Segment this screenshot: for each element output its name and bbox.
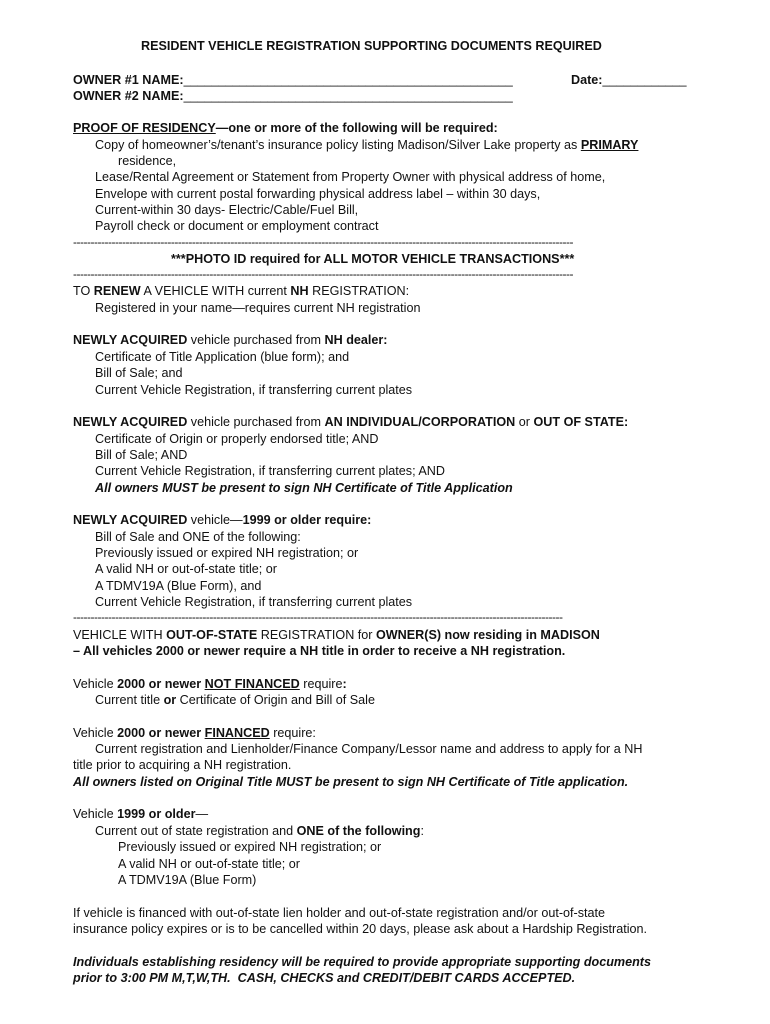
notfinanced-item-a: Current title	[95, 693, 164, 707]
residency-item: Current-within 30 days- Electric/Cable/Fuel Bill,	[95, 203, 359, 217]
financed-p3: FINANCED	[204, 726, 270, 740]
dealer-item: Bill of Sale; and	[95, 366, 183, 380]
date-label: Date:	[571, 73, 603, 87]
oos-heading	[73, 627, 600, 643]
residency-heading-title: PROOF OF RESIDENCY	[73, 121, 216, 135]
notfinanced-p4: require	[299, 677, 343, 691]
older-p3: 1999 or older require:	[242, 513, 372, 527]
renew-p3: A VEHICLE WITH current	[140, 284, 291, 298]
divider: -----------------------------------------------------------------------------------------------------------------------------------------------	[73, 269, 573, 279]
divider: --------------------------------------------------------------------------------------------------------------------------------------------	[73, 612, 563, 622]
dealer-item: Certificate of Title Application (blue form); and	[95, 350, 350, 364]
individual-item: Bill of Sale; AND	[95, 448, 188, 462]
dealer-p3: NH dealer:	[324, 333, 388, 347]
older-heading	[73, 512, 371, 528]
dealer-heading	[73, 332, 388, 348]
individual-heading	[73, 414, 628, 430]
residency-item	[95, 137, 638, 153]
renew-heading	[73, 283, 409, 299]
residency-item1-primary: PRIMARY	[580, 138, 639, 152]
dealer-item: Current Vehicle Registration, if transferring current plates	[95, 383, 413, 397]
individual-p5: OUT OF STATE:	[533, 415, 629, 429]
old1999-item-a: Current out of state registration and	[95, 824, 297, 838]
renew-p4: NH	[290, 284, 309, 298]
individual-note: All owners MUST be present to sign NH Certificate of Title Application	[95, 481, 513, 495]
owner2-blank[interactable]: _______________________________________________	[183, 89, 513, 103]
individual-p3: AN INDIVIDUAL/CORPORATION	[324, 415, 516, 429]
old1999-item	[95, 823, 424, 839]
financed-item-cont: title prior to acquiring a NH registration.	[73, 758, 292, 772]
date-field[interactable]	[571, 72, 687, 88]
closing-note: Individuals establishing residency will be required to provide appropriate supporting documents	[73, 955, 652, 969]
oos-p4: OWNER(S) now residing in MADISON	[375, 628, 600, 642]
financed-p2: 2000 or newer	[117, 726, 205, 740]
older-item: A valid NH or out-of-state title; or	[95, 562, 277, 576]
individual-p4: or	[515, 415, 534, 429]
renew-p2: RENEW	[93, 284, 141, 298]
old1999-subitem: Previously issued or expired NH registration; or	[118, 840, 382, 854]
oos-p3: REGISTRATION for	[257, 628, 376, 642]
divider: -----------------------------------------------------------------------------------------------------------------------------------------------	[73, 237, 573, 247]
individual-item: Certificate of Origin or properly endorsed title; AND	[95, 432, 379, 446]
residency-item: Payroll check or document or employment contract	[95, 219, 379, 233]
residency-item: Envelope with current postal forwarding physical address label – within 30 days,	[95, 187, 541, 201]
residency-item: Lease/Rental Agreement or Statement from Property Owner with physical address of home,	[95, 170, 606, 184]
older-item: Bill of Sale and ONE of the following:	[95, 530, 301, 544]
older-item: A TDMV19A (Blue Form), and	[95, 579, 262, 593]
notfinanced-p1: Vehicle	[73, 677, 118, 691]
financed-p4: require:	[269, 726, 316, 740]
owner1-blank[interactable]: _______________________________________________	[183, 73, 513, 87]
older-item: Previously issued or expired NH registration; or	[95, 546, 359, 560]
notfinanced-heading	[73, 676, 347, 692]
owner1-field[interactable]	[73, 72, 513, 88]
oos-p2: OUT-OF-STATE	[166, 628, 258, 642]
oos-title-requirement: – All vehicles 2000 or newer require a NH title in order to receive a NH registration.	[73, 644, 566, 658]
renew-p1: TO	[73, 284, 94, 298]
notfinanced-p3: NOT FINANCED	[204, 677, 300, 691]
photo-id-notice: ***PHOTO ID required for ALL MOTOR VEHICLE TRANSACTIONS***	[171, 252, 575, 266]
old1999-p1: Vehicle	[73, 807, 118, 821]
notfinanced-item-c: Certificate of Origin and Bill of Sale	[176, 693, 375, 707]
old1999-heading	[73, 806, 208, 822]
individual-p2: vehicle purchased from	[187, 415, 325, 429]
dealer-p1: NEWLY ACQUIRED	[73, 333, 188, 347]
old1999-subitem: A TDMV19A (Blue Form)	[118, 873, 257, 887]
hardship-text: If vehicle is financed with out-of-state lien holder and out-of-state registration and/or out-of-state	[73, 906, 606, 920]
financed-heading	[73, 725, 316, 741]
financed-item: Current registration and Lienholder/Finance Company/Lessor name and address to apply for a NH	[95, 742, 643, 756]
oos-p1: VEHICLE WITH	[73, 628, 167, 642]
residency-item1-text: Copy of homeowner’s/tenant’s insurance policy listing Madison/Silver Lake property as	[95, 138, 581, 152]
owner1-label: OWNER #1 NAME:	[73, 73, 184, 87]
owner2-label: OWNER #2 NAME:	[73, 89, 184, 103]
dealer-p2: vehicle purchased from	[187, 333, 325, 347]
individual-p1: NEWLY ACQUIRED	[73, 415, 188, 429]
renew-item: Registered in your name—requires current NH registration	[95, 301, 421, 315]
renew-p5: REGISTRATION:	[308, 284, 410, 298]
older-item: Current Vehicle Registration, if transferring current plates	[95, 595, 413, 609]
older-p2: vehicle—	[187, 513, 243, 527]
old1999-item-c: :	[420, 824, 424, 838]
older-p1: NEWLY ACQUIRED	[73, 513, 188, 527]
residency-heading-rest: —one or more of the following will be required:	[215, 121, 498, 135]
old1999-subitem: A valid NH or out-of-state title; or	[118, 857, 300, 871]
hardship-text: insurance policy expires or is to be cancelled within 20 days, please ask about a Hardship Registration.	[73, 922, 648, 936]
closing-note: prior to 3:00 PM M,T,W,TH. CASH, CHECKS and CREDIT/DEBIT CARDS ACCEPTED.	[73, 971, 576, 985]
residency-item1-cont: residence,	[118, 154, 177, 168]
notfinanced-p2: 2000 or newer	[117, 677, 205, 691]
old1999-item-b: ONE of the following	[296, 824, 421, 838]
owner2-field[interactable]	[73, 88, 513, 104]
notfinanced-item	[95, 692, 375, 708]
old1999-p3: —	[195, 807, 209, 821]
notfinanced-p5: :	[342, 677, 347, 691]
notfinanced-item-b: or	[163, 693, 177, 707]
individual-item: Current Vehicle Registration, if transferring current plates; AND	[95, 464, 445, 478]
financed-note: All owners listed on Original Title MUST be present to sign NH Certificate of Title application.	[73, 775, 629, 789]
financed-p1: Vehicle	[73, 726, 118, 740]
residency-heading	[73, 120, 498, 136]
document-title: RESIDENT VEHICLE REGISTRATION SUPPORTING DOCUMENTS REQUIRED	[141, 39, 602, 53]
date-blank[interactable]: ____________	[602, 73, 687, 87]
old1999-p2: 1999 or older	[117, 807, 196, 821]
